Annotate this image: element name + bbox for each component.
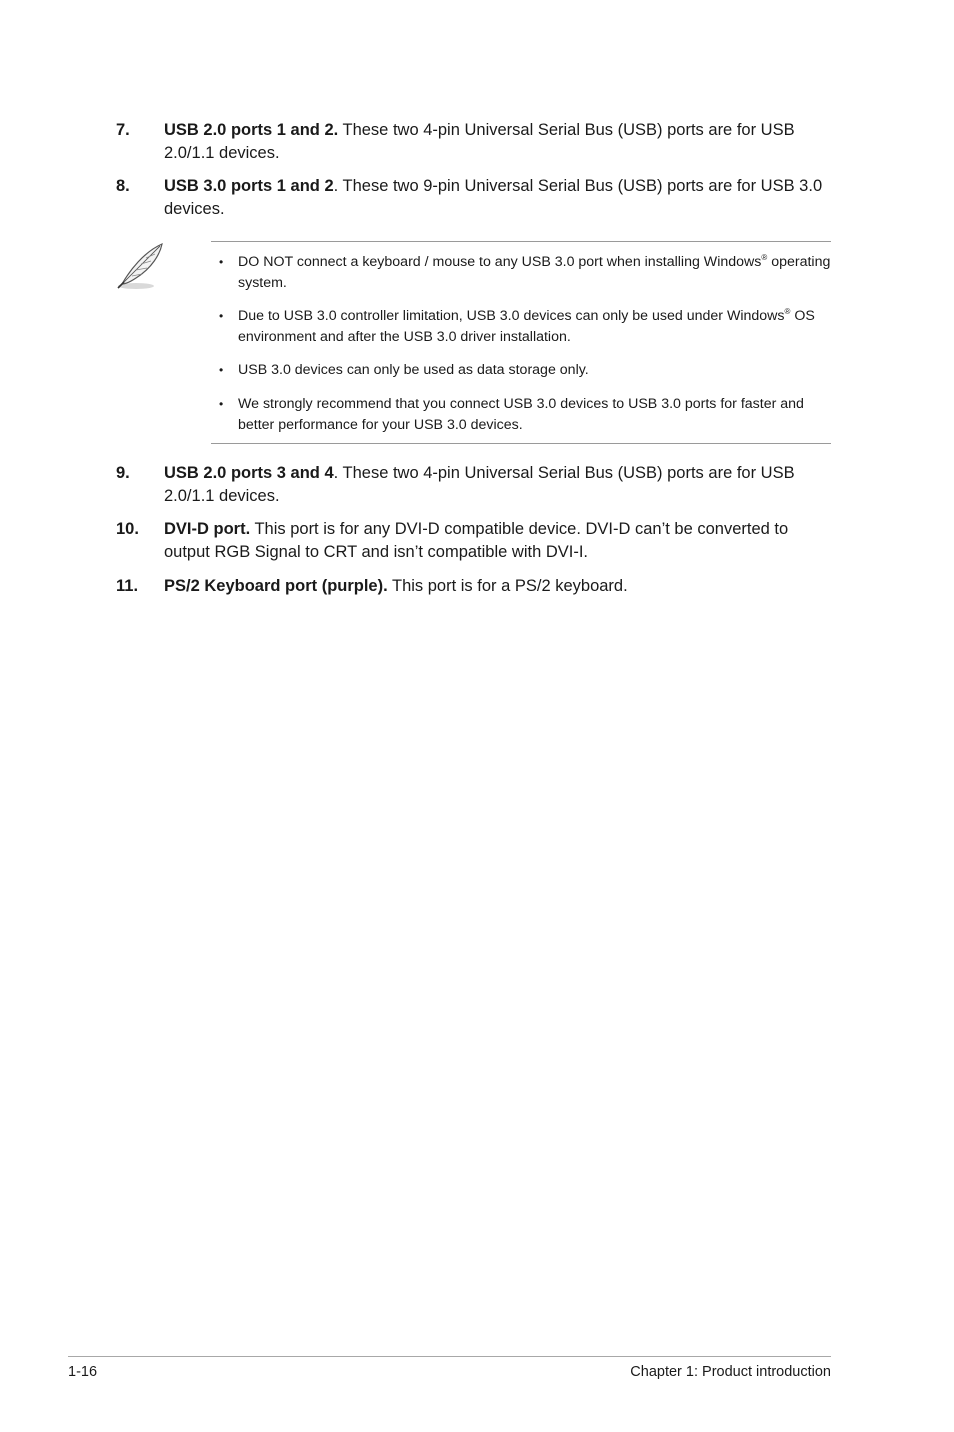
note-text	[238, 360, 831, 381]
item-text: . These two 4-pin Universal Serial Bus (USB) ports are for USB 2.0/1.1 devices.	[164, 464, 795, 505]
note-text-main: USB 3.0 devices can only be used as data storage only.	[238, 362, 589, 378]
note-text	[238, 394, 831, 436]
item-number: 7.	[116, 121, 130, 139]
item-text: These two 4-pin Universal Serial Bus (USB) ports are for USB 2.0/1.1 devices.	[164, 121, 795, 162]
note-text-after: operating system.	[238, 254, 831, 291]
note-text	[238, 306, 831, 348]
note-text-after: OS environment and after the USB 3.0 driver installation.	[238, 308, 815, 345]
item-number: 10.	[116, 520, 139, 538]
item-lead: USB 3.0 ports 1 and 2	[164, 177, 334, 195]
feather-pen-icon	[114, 240, 168, 292]
item-body	[164, 518, 832, 564]
note-item	[211, 252, 831, 294]
item-body	[164, 462, 832, 508]
bullet: •	[219, 363, 224, 377]
list-item-9	[116, 462, 832, 508]
item-lead: USB 2.0 ports 3 and 4	[164, 464, 334, 482]
item-body	[164, 175, 832, 221]
list-item-8	[116, 175, 832, 221]
item-lead: USB 2.0 ports 1 and 2.	[164, 121, 339, 139]
bullet: •	[219, 255, 224, 269]
item-lead: PS/2 Keyboard port (purple).	[164, 577, 388, 595]
note-item	[211, 394, 831, 436]
registered-mark: ®	[784, 307, 791, 316]
item-number: 11.	[116, 577, 139, 595]
item-number: 9.	[116, 464, 130, 482]
item-text: This port is for any DVI-D compatible device. DVI-D can’t be converted to output RGB Signal to CRT and isn’t compatible with DVI-I.	[164, 520, 789, 561]
registered-mark: ®	[761, 253, 768, 262]
note-box	[211, 241, 831, 444]
bullet: •	[219, 309, 224, 323]
page-number: 1-16	[68, 1364, 98, 1380]
item-text: This port is for a PS/2 keyboard.	[387, 577, 628, 595]
footer-divider	[68, 1356, 831, 1357]
item-body	[164, 575, 832, 598]
item-body	[164, 119, 832, 165]
note-item	[211, 360, 831, 381]
note-item	[211, 306, 831, 348]
chapter-title: Chapter 1: Product introduction	[630, 1364, 831, 1380]
note-text-main: DO NOT connect a keyboard / mouse to any USB 3.0 port when installing Windows	[238, 254, 762, 270]
note-text-main: Due to USB 3.0 controller limitation, USB 3.0 devices can only be used under Windows	[238, 308, 785, 324]
note-text-main: We strongly recommend that you connect USB 3.0 devices to USB 3.0 ports for faster and better performance for your USB 3.0 devices.	[238, 396, 804, 433]
item-text: . These two 9-pin Universal Serial Bus (USB) ports are for USB 3.0 devices.	[164, 177, 823, 218]
bullet: •	[219, 397, 224, 411]
item-lead: DVI-D port.	[164, 520, 251, 538]
list-item-10	[116, 518, 832, 564]
list-item-7	[116, 119, 832, 165]
list-item-11	[116, 575, 832, 598]
item-number: 8.	[116, 177, 130, 195]
note-text	[238, 252, 831, 294]
